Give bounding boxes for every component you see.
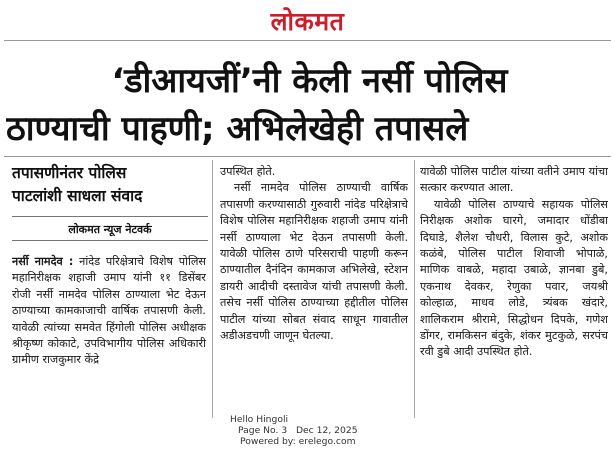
column-divider — [212, 160, 213, 418]
article-paragraph: यावेळी पोलिस पाटील यांच्या वतीने उमाप यांचा सत्कार करण्यात आला. — [420, 165, 608, 195]
byline-bottom-rule — [12, 240, 208, 241]
subheadline — [12, 162, 208, 208]
article-column-3 — [420, 164, 608, 410]
subheadline-line-2: पाटलांशी साधला संवाद — [12, 187, 143, 205]
masthead-logo: लोकमत — [270, 7, 345, 36]
footer-date: Dec 12, 2025 — [295, 425, 358, 436]
article-paragraph: यावेळी पोलिस ठाण्याचे सहायक पोलिस निरीक्षक अशोक घारगे, जमादार धोंडीबा दिघाडे, शैलेश चौधरी, विलास कुटे, अशोक कळंबे, पोलिस पाटील शिवाजी भोपाळे, माणिक वाबळे, महादा उबाळे, ज्ञानबा डुबे, एकनाथ देवकर, रेणुका पवार, जयश्री कोल्हाळ, माधव लोडे, त्र्यंबक खंदारे, शालिकराम श्रीरामे, सिद्धोधन दिपके, गणेश डोंगर, रामकिसन बंदुके, शंकर मुटकुळे, सरपंच रवी डुबे आदी उपस्थित होते. — [420, 197, 608, 359]
byline-top-rule — [12, 216, 208, 217]
masthead — [0, 4, 615, 38]
article-text: नांदेड परिक्षेत्राचे विशेष पोलिस महानिरीक्षक शहाजी उमाप यांनी ११ डिसेंबर रोजी नर्सी नामदेव पोलिस ठाण्याला भेट देऊन ठाण्याच्या कामकाजाची वार्षिक तपासणी केली. यावेळी त्यांच्या समवेत हिंगोली पोलिस अधीक्षक श्रीकृष्ण कोकाटे, उपविभागीय पोलिस अधिकारी ग्रामीण राजकुमार केंद्रे — [12, 255, 206, 367]
byline: लोकमत न्यूज नेटवर्क — [68, 223, 152, 236]
footer-powered: Powered by: erelego.com — [240, 436, 356, 447]
masthead-rule — [4, 40, 611, 41]
article-paragraph: उपस्थित होते. — [220, 165, 276, 178]
page-footer — [210, 414, 410, 447]
column-divider — [414, 160, 415, 418]
footer-page: Page No. 3 — [238, 425, 288, 436]
article-paragraph: नर्सी नामदेव पोलिस ठाण्याची वार्षिक तपासणी करण्यासाठी गुरुवारी नांदेड परिक्षेत्राचे विशेष पोलिस महानिरीक्षक शहाजी उमाप यांनी नर्सी ठाण्याला भेट देऊन तपासणी केली. यावेळी पोलिस ठाणे परिसराची पाहणी करून ठाण्यातील दैनंदिन कामकाज अभिलेखे, स्टेशन डायरी आदीची दस्तावेज यांची तपासणी केली. तसेच नर्सी पोलिस ठाण्याच्या हद्दीतील पोलिस पाटील यांच्या सोबत संवाद साधून गावातील अडीअडचणी जाणून घेतल्या. — [220, 181, 408, 343]
headline-rule — [4, 156, 611, 157]
article-column-2 — [220, 164, 408, 410]
article-column-1 — [12, 254, 206, 392]
headline-line-2: ठाण्याची पाहणी; अभिलेखेही तपासले — [6, 109, 469, 149]
article-paragraph — [12, 254, 206, 369]
footer-edition: Hello Hingoli — [230, 414, 289, 425]
dateline: नर्सी नामदेव : — [12, 255, 74, 268]
subheadline-line-1: तपासणीनंतर पोलिस — [12, 164, 127, 182]
footer-page-date — [210, 425, 410, 436]
headline-line-1: ‘डीआयजीं’नी केली नर्सी पोलिस — [111, 61, 508, 101]
